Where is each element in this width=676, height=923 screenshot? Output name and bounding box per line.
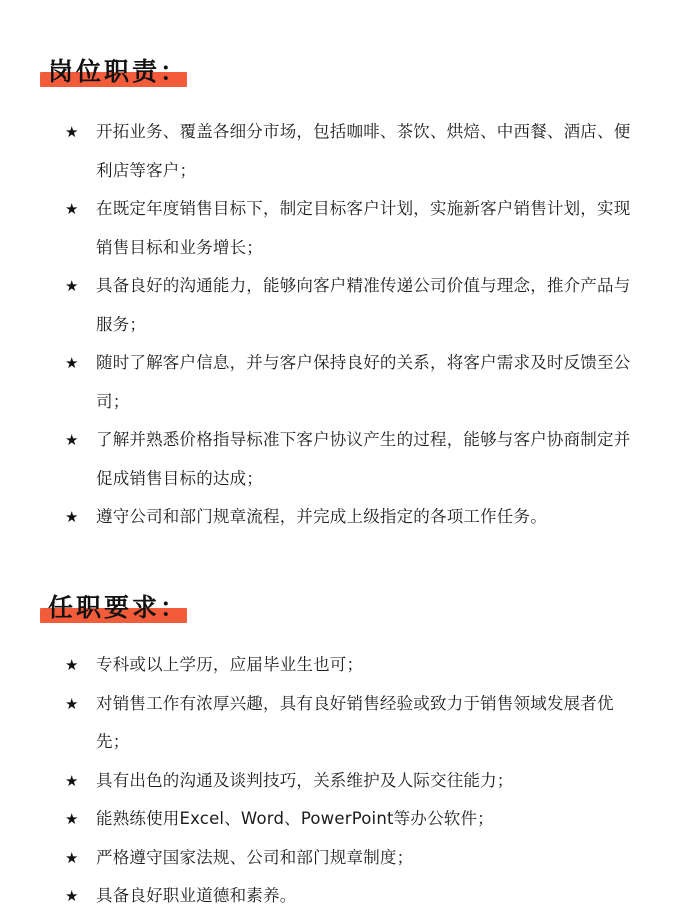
section-title: 岗位职责：: [48, 57, 189, 86]
requirements-list: [0, 646, 676, 916]
section-title: 任职要求：: [48, 593, 189, 622]
star-icon: ★: [65, 887, 79, 905]
list-item: [0, 344, 676, 421]
list-item: [0, 877, 676, 916]
list-item-text: 具备良好的沟通能力，能够向客户精准传递公司价值与理念，推介产品与服务；: [96, 276, 631, 334]
star-icon: ★: [65, 810, 79, 828]
list-item: [0, 190, 676, 267]
star-icon: ★: [65, 200, 79, 218]
star-icon: ★: [65, 123, 79, 141]
list-item: [0, 498, 676, 537]
star-icon: ★: [65, 508, 79, 526]
list-item-text: 能熟练使用Excel、Word、PowerPoint等办公软件；: [96, 809, 494, 828]
star-icon: ★: [65, 431, 79, 449]
list-item: [0, 762, 676, 801]
list-item: [0, 839, 676, 878]
list-item-text: 具有出色的沟通及谈判技巧，关系维护及人际交往能力；: [96, 770, 514, 790]
star-icon: ★: [65, 656, 79, 674]
list-item: [0, 800, 676, 839]
list-item-text: 了解并熟悉价格指导标准下客户协议产生的过程，能够与客户协商制定并促成销售目标的达成；: [96, 430, 631, 488]
list-item-text: 具备良好职业道德和素养。: [96, 886, 297, 905]
list-item-text: 对销售工作有浓厚兴趣，具有良好销售经验或致力于销售领域发展者优先；: [96, 693, 614, 751]
list-item: [0, 685, 676, 762]
list-item-text: 开拓业务、覆盖各细分市场，包括咖啡、茶饮、烘焙、中西餐、酒店、便利店等客户；: [96, 122, 631, 180]
list-item: [0, 646, 676, 685]
list-item-text: 严格遵守国家法规、公司和部门规章制度；: [96, 847, 414, 867]
list-item-text: 随时了解客户信息，并与客户保持良好的关系，将客户需求及时反馈至公司；: [96, 353, 631, 411]
duties-list: [0, 113, 676, 537]
list-item-text: 在既定年度销售目标下，制定目标客户计划，实施新客户销售计划，实现销售目标和业务增长；: [96, 199, 631, 257]
list-item: [0, 421, 676, 498]
star-icon: ★: [65, 771, 79, 790]
list-item-text: 专科或以上学历，应届毕业生也可；: [96, 655, 364, 674]
star-icon: ★: [65, 354, 79, 372]
list-item: [0, 267, 676, 344]
star-icon: ★: [65, 848, 79, 867]
star-icon: ★: [65, 277, 79, 295]
list-item-text: 遵守公司和部门规章流程，并完成上级指定的各项工作任务。: [96, 507, 547, 526]
star-icon: ★: [65, 694, 79, 713]
list-item: [0, 113, 676, 190]
